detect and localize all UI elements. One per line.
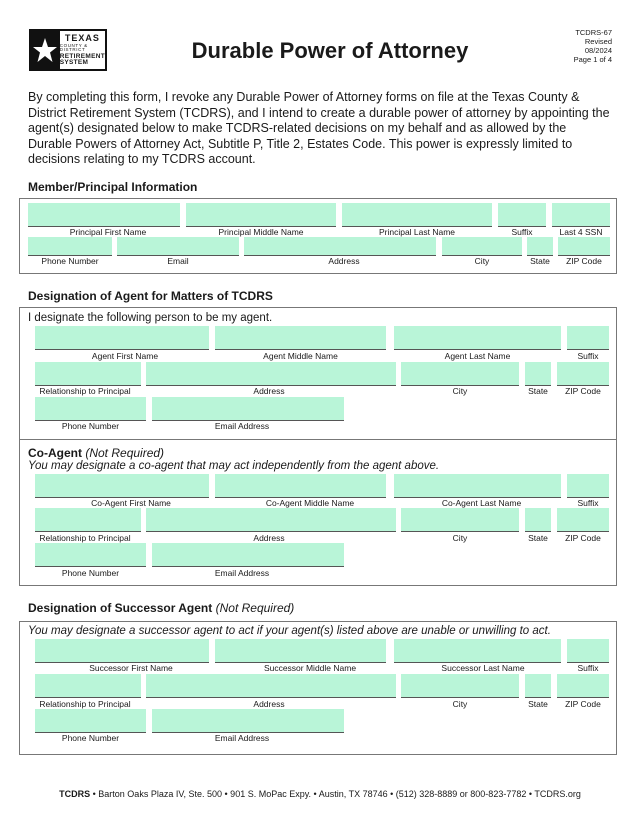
coagent-title-note: (Not Required) [85, 446, 165, 460]
coagent-city-label: City [452, 533, 468, 543]
agent-relationship-label: Relationship to Principal [39, 386, 131, 396]
revised-label: Revised [584, 37, 612, 46]
successor-suffix-field[interactable] [567, 639, 609, 663]
successor-state-field[interactable] [525, 674, 551, 698]
principal-ssn-field[interactable] [552, 203, 610, 227]
coagent-state-label: State [528, 533, 548, 543]
successor-relationship-label: Relationship to Principal [39, 699, 131, 709]
principal-phone-field[interactable] [28, 237, 112, 256]
successor-address-label: Address [253, 699, 285, 709]
footer-org: TCDRS [59, 789, 91, 799]
coagent-phone-label: Phone Number [61, 568, 120, 578]
principal-email-label: Email [167, 256, 189, 266]
successor-address-field[interactable] [146, 674, 396, 698]
principal-middle-name-field[interactable] [186, 203, 336, 227]
successor-first-name-label: Successor First Name [89, 663, 173, 673]
agent-middle-name-label: Agent Middle Name [263, 351, 338, 361]
coagent-relationship-label: Relationship to Principal [39, 533, 131, 543]
coagent-zip-field[interactable] [557, 508, 609, 532]
page-title: Durable Power of Attorney [191, 38, 469, 63]
successor-relationship-field[interactable] [35, 674, 141, 698]
agent-city-field[interactable] [401, 362, 519, 386]
agent-state-field[interactable] [525, 362, 551, 386]
coagent-city-field[interactable] [401, 508, 519, 532]
principal-last-name-label: Principal Last Name [378, 227, 456, 237]
page-number: Page 1 of 4 [573, 55, 612, 64]
agent-middle-name-field[interactable] [215, 326, 386, 350]
principal-state-field[interactable] [527, 237, 553, 256]
agent-last-name-field[interactable] [394, 326, 561, 350]
principal-last-name-field[interactable] [342, 203, 492, 227]
successor-suffix-label: Suffix [577, 663, 599, 673]
agent-note: I designate the following person to be my agent. [28, 312, 273, 324]
successor-city-field[interactable] [401, 674, 519, 698]
principal-zip-field[interactable] [558, 237, 610, 256]
successor-title: Designation of Successor Agent [28, 601, 213, 615]
successor-last-name-field[interactable] [394, 639, 561, 663]
coagent-title: Co-Agent [28, 446, 82, 460]
coagent-state-field[interactable] [525, 508, 551, 532]
agent-zip-field[interactable] [557, 362, 609, 386]
principal-state-label: State [530, 256, 550, 266]
logo-line-3: RETIREMENT SYSTEM [59, 52, 105, 66]
revision-date: 08/2024 [584, 46, 612, 55]
logo-line-2: COUNTY & DISTRICT [59, 42, 88, 52]
agent-address-field[interactable] [146, 362, 396, 386]
agent-suffix-field[interactable] [567, 326, 609, 350]
principal-address-field[interactable] [244, 237, 436, 256]
successor-email-field[interactable] [152, 709, 344, 733]
coagent-note: You may designate a co-agent that may act independently from the agent above. [28, 460, 440, 472]
coagent-suffix-label: Suffix [577, 498, 599, 508]
principal-address-label: Address [328, 256, 360, 266]
successor-middle-name-label: Successor Middle Name [263, 663, 357, 673]
successor-first-name-field[interactable] [35, 639, 209, 663]
coagent-address-field[interactable] [146, 508, 396, 532]
principal-middle-name-label: Principal Middle Name [218, 227, 304, 237]
principal-suffix-label: Suffix [511, 227, 533, 237]
coagent-last-name-field[interactable] [394, 474, 561, 498]
coagent-middle-name-label: Co-Agent Middle Name [265, 498, 355, 508]
agent-suffix-label: Suffix [577, 351, 599, 361]
member-section-title: Member/Principal Information [28, 180, 198, 194]
successor-email-label: Email Address [214, 733, 270, 743]
successor-zip-field[interactable] [557, 674, 609, 698]
agent-coagent-divider [19, 439, 617, 440]
coagent-last-name-label: Co-Agent Last Name [441, 498, 522, 508]
coagent-relationship-field[interactable] [35, 508, 141, 532]
successor-state-label: State [528, 699, 548, 709]
successor-last-name-label: Successor Last Name [441, 663, 525, 673]
form-id-block [574, 28, 612, 64]
coagent-middle-name-field[interactable] [215, 474, 386, 498]
footer-details: • Barton Oaks Plaza IV, Ste. 500 • 901 S. MoPac Expy. • Austin, TX 78746 • (512) 328-8889 or 800-823-7782 • TCDRS.org [90, 789, 581, 799]
agent-first-name-label: Agent First Name [91, 351, 159, 361]
agent-email-label: Email Address [214, 421, 270, 431]
successor-section-title [28, 601, 294, 615]
coagent-first-name-field[interactable] [35, 474, 209, 498]
agent-section-title: Designation of Agent for Matters of TCDRS [28, 289, 273, 303]
agent-address-label: Address [253, 386, 285, 396]
principal-zip-label: ZIP Code [566, 256, 602, 266]
coagent-heading [28, 446, 164, 460]
coagent-email-field[interactable] [152, 543, 344, 567]
member-section-box [19, 198, 617, 274]
agent-first-name-field[interactable] [35, 326, 209, 350]
agent-state-label: State [528, 386, 548, 396]
principal-first-name-field[interactable] [28, 203, 180, 227]
coagent-zip-label: ZIP Code [565, 533, 601, 543]
coagent-phone-field[interactable] [35, 543, 146, 567]
successor-zip-label: ZIP Code [565, 699, 601, 709]
coagent-suffix-field[interactable] [567, 474, 609, 498]
successor-middle-name-field[interactable] [215, 639, 386, 663]
agent-phone-field[interactable] [35, 397, 146, 421]
principal-email-field[interactable] [117, 237, 239, 256]
successor-note: You may designate a successor agent to act if your agent(s) listed above are unable or unwilling to act. [28, 625, 551, 637]
agent-phone-label: Phone Number [61, 421, 120, 431]
coagent-first-name-label: Co-Agent First Name [91, 498, 171, 508]
agent-email-field[interactable] [152, 397, 344, 421]
footer [0, 789, 640, 799]
principal-suffix-field[interactable] [498, 203, 546, 227]
principal-phone-label: Phone Number [41, 256, 99, 266]
agent-relationship-field[interactable] [35, 362, 141, 386]
intro-paragraph: By completing this form, I revoke any Durable Power of Attorney forms on file at the Texas County & District Retirement System (TCDRS), and I intend to create a durable power of attorney by appointing the agent(s) designated below to make TCDRS-related decisions on my behalf and as allowed by the Durable Powers of Attorney Act, Subtitle P, Title 2, Estates Code. This power is expressly limited to decisions relating to my TCDRS account. [28, 90, 610, 166]
successor-phone-field[interactable] [35, 709, 146, 733]
successor-title-note: (Not Required) [215, 601, 295, 615]
agent-last-name-label: Agent Last Name [444, 351, 511, 361]
logo-line-1: TEXAS [64, 32, 100, 43]
form-id: TCDRS-67 [575, 28, 612, 37]
principal-city-field[interactable] [442, 237, 522, 256]
successor-phone-label: Phone Number [61, 733, 120, 743]
principal-city-label: City [474, 256, 490, 266]
successor-city-label: City [452, 699, 468, 709]
coagent-address-label: Address [253, 533, 285, 543]
agent-zip-label: ZIP Code [565, 386, 601, 396]
principal-ssn-label: Last 4 SSN [559, 227, 603, 237]
coagent-email-label: Email Address [214, 568, 270, 578]
principal-first-name-label: Principal First Name [69, 227, 147, 237]
agent-city-label: City [452, 386, 468, 396]
